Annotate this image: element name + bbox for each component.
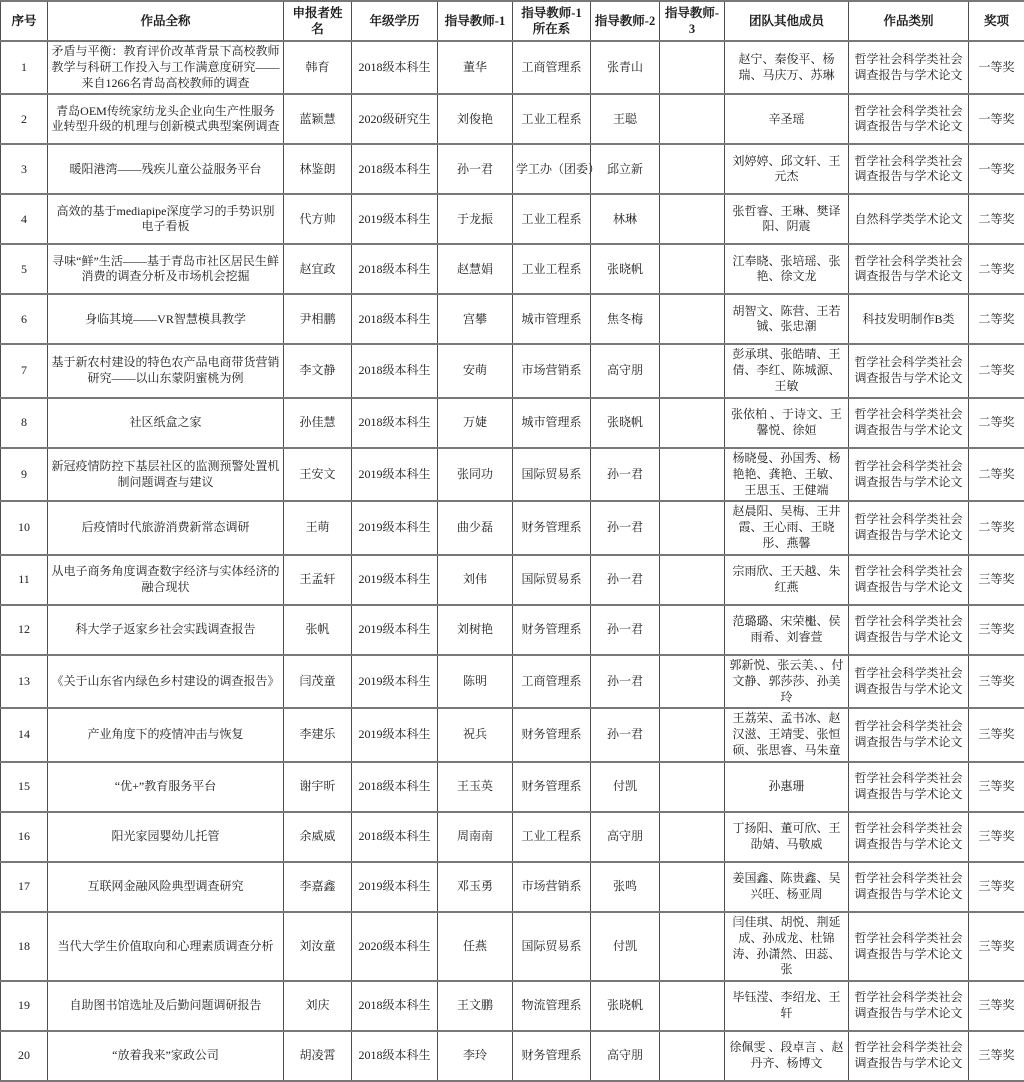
column-header-advisor1: 指导教师-1 [438,1,513,41]
row-number-cell: 8 [1,398,48,448]
work-title-cell: 从电子商务角度调查数字经济与实体经济的融合现状 [48,555,284,605]
category-cell: 哲学社会科学类社会调查报告与学术论文 [849,708,969,761]
applicant-name-cell: 刘庆 [284,981,352,1031]
advisor1-cell: 曲少磊 [438,501,513,554]
row-number-cell: 17 [1,862,48,912]
work-title-cell: 阳光家园婴幼儿托管 [48,812,284,862]
advisor2-cell: 焦冬梅 [591,294,660,344]
grade-cell: 2018级本科生 [352,344,438,397]
advisor2-cell: 付凯 [591,762,660,812]
applicant-name-cell: 蓝颖慧 [284,94,352,144]
award-cell: 二等奖 [969,244,1024,294]
advisor1-cell: 赵慧娟 [438,244,513,294]
advisor1-cell: 王文鹏 [438,981,513,1031]
applicant-name-cell: 李文静 [284,344,352,397]
advisor3-cell [660,344,725,397]
advisor1-cell: 王玉英 [438,762,513,812]
applicant-name-cell: 林鉴朗 [284,144,352,194]
column-header-advisor3: 指导教师-3 [660,1,725,41]
work-title-cell: 互联网金融风险典型调查研究 [48,862,284,912]
advisor1-dept-cell: 财务管理系 [513,501,591,554]
advisor1-dept-cell: 学工办（团委） [513,144,591,194]
applicant-name-cell: 余威威 [284,812,352,862]
grade-cell: 2019级本科生 [352,501,438,554]
column-header-no: 序号 [1,1,48,41]
row-number-cell: 13 [1,655,48,708]
table-row [1,344,1024,397]
grade-cell: 2018级本科生 [352,244,438,294]
advisor3-cell [660,812,725,862]
team-members-cell: 杨晓曼、孙国秀、杨艳艳、龚艳、王敏、王思玉、王健端 [725,448,849,501]
award-cell: 二等奖 [969,398,1024,448]
table-row [1,244,1024,294]
applicant-name-cell: 李嘉鑫 [284,862,352,912]
work-title-cell: 《关于山东省内绿色乡村建设的调查报告》 [48,655,284,708]
work-title-cell: 寻味“鲜”生活——基于青岛市社区居民生鲜消费的调查分析及市场机会挖掘 [48,244,284,294]
category-cell: 哲学社会科学类社会调查报告与学术论文 [849,41,969,94]
applicant-name-cell: 王安文 [284,448,352,501]
award-cell: 三等奖 [969,812,1024,862]
category-cell: 科技发明制作B类 [849,294,969,344]
advisor1-cell: 董华 [438,41,513,94]
advisor1-cell: 刘伟 [438,555,513,605]
row-number-cell: 5 [1,244,48,294]
advisor3-cell [660,294,725,344]
award-cell: 三等奖 [969,762,1024,812]
table-row [1,862,1024,912]
advisor1-dept-cell: 国际贸易系 [513,448,591,501]
table-row [1,94,1024,144]
team-members-cell: 彭承琪、张皓晴、王倩、李红、陈城源、王敏 [725,344,849,397]
grade-cell: 2019级本科生 [352,708,438,761]
table-row [1,194,1024,244]
grade-cell: 2018级本科生 [352,398,438,448]
row-number-cell: 6 [1,294,48,344]
advisor2-cell: 张鸣 [591,862,660,912]
row-number-cell: 2 [1,94,48,144]
grade-cell: 2018级本科生 [352,981,438,1031]
advisor1-dept-cell: 市场营销系 [513,862,591,912]
advisor1-dept-cell: 物流管理系 [513,981,591,1031]
category-cell: 哲学社会科学类社会调查报告与学术论文 [849,912,969,981]
category-cell: 哲学社会科学类社会调查报告与学术论文 [849,605,969,655]
applicant-name-cell: 闫茂童 [284,655,352,708]
table-row [1,812,1024,862]
work-title-cell: 新冠疫情防控下基层社区的监测预警处置机制问题调查与建议 [48,448,284,501]
advisor1-dept-cell: 国际贸易系 [513,912,591,981]
advisor3-cell [660,912,725,981]
table-row [1,144,1024,194]
advisor1-cell: 李玲 [438,1031,513,1081]
grade-cell: 2019级本科生 [352,555,438,605]
award-cell: 一等奖 [969,144,1024,194]
team-members-cell: 刘婷婷、邱文轩、王元杰 [725,144,849,194]
award-cell: 二等奖 [969,294,1024,344]
work-title-cell: 自助图书馆选址及后勤问题调研报告 [48,981,284,1031]
advisor3-cell [660,398,725,448]
grade-cell: 2019级本科生 [352,448,438,501]
table-row [1,1031,1024,1081]
row-number-cell: 18 [1,912,48,981]
category-cell: 哲学社会科学类社会调查报告与学术论文 [849,144,969,194]
advisor1-dept-cell: 城市管理系 [513,294,591,344]
team-members-cell: 范璐璐、宋荣櫆、侯雨希、刘睿萱 [725,605,849,655]
category-cell: 哲学社会科学类社会调查报告与学术论文 [849,448,969,501]
table-row [1,294,1024,344]
team-members-cell: 丁扬阳、董可欣、王劭婧、马敬威 [725,812,849,862]
work-title-cell: 后疫情时代旅游消费新常态调研 [48,501,284,554]
applicant-name-cell: 张帆 [284,605,352,655]
advisor1-dept-cell: 城市管理系 [513,398,591,448]
category-cell: 哲学社会科学类社会调查报告与学术论文 [849,862,969,912]
applicant-name-cell: 刘汝童 [284,912,352,981]
award-cell: 三等奖 [969,555,1024,605]
advisor3-cell [660,501,725,554]
table-row [1,501,1024,554]
advisor1-dept-cell: 工业工程系 [513,812,591,862]
award-cell: 二等奖 [969,344,1024,397]
award-cell: 三等奖 [969,1031,1024,1081]
advisor3-cell [660,448,725,501]
category-cell: 哲学社会科学类社会调查报告与学术论文 [849,762,969,812]
table-row [1,448,1024,501]
table-row [1,655,1024,708]
work-title-cell: “优+”教育服务平台 [48,762,284,812]
advisor2-cell: 高守朋 [591,1031,660,1081]
advisor1-cell: 安萌 [438,344,513,397]
award-cell: 一等奖 [969,94,1024,144]
applicant-name-cell: 代方帅 [284,194,352,244]
work-title-cell: 身临其境——VR智慧模具教学 [48,294,284,344]
row-number-cell: 4 [1,194,48,244]
advisor2-cell: 高守朋 [591,812,660,862]
advisor1-dept-cell: 工业工程系 [513,94,591,144]
advisor2-cell: 邱立新 [591,144,660,194]
work-title-cell: “放着我来”家政公司 [48,1031,284,1081]
category-cell: 哲学社会科学类社会调查报告与学术论文 [849,398,969,448]
grade-cell: 2018级本科生 [352,762,438,812]
advisor1-cell: 孙一君 [438,144,513,194]
row-number-cell: 3 [1,144,48,194]
row-number-cell: 1 [1,41,48,94]
column-header-team: 团队其他成员 [725,1,849,41]
category-cell: 哲学社会科学类社会调查报告与学术论文 [849,94,969,144]
advisor1-cell: 刘俊艳 [438,94,513,144]
applicant-name-cell: 孙佳慧 [284,398,352,448]
work-title-cell: 青岛OEM传统家纺龙头企业向生产性服务业转型升级的机理与创新模式典型案例调查 [48,94,284,144]
category-cell: 哲学社会科学类社会调查报告与学术论文 [849,655,969,708]
advisor1-cell: 于龙振 [438,194,513,244]
advisor2-cell: 孙一君 [591,555,660,605]
team-members-cell: 宗雨欣、王天越、朱红燕 [725,555,849,605]
row-number-cell: 15 [1,762,48,812]
header-row [1,1,1024,41]
grade-cell: 2018级本科生 [352,294,438,344]
advisor1-cell: 陈明 [438,655,513,708]
work-title-cell: 科大学子返家乡社会实践调查报告 [48,605,284,655]
table-header [1,1,1024,41]
work-title-cell: 矛盾与平衡：教育评价改革背景下高校教师教学与科研工作投入与工作满意度研究——来自1266名青岛高校教师的调查 [48,41,284,94]
work-title-cell: 基于新农村建设的特色农产品电商带货营销研究——以山东蒙阴蜜桃为例 [48,344,284,397]
row-number-cell: 7 [1,344,48,397]
category-cell: 哲学社会科学类社会调查报告与学术论文 [849,981,969,1031]
category-cell: 自然科学类学术论文 [849,194,969,244]
table-row [1,555,1024,605]
table-row [1,708,1024,761]
team-members-cell: 辛圣瑶 [725,94,849,144]
advisor2-cell: 付凯 [591,912,660,981]
advisor3-cell [660,244,725,294]
advisor2-cell: 张青山 [591,41,660,94]
advisor1-cell: 任燕 [438,912,513,981]
team-members-cell: 王荔荣、孟书冰、赵汉滋、王靖雯、张恒硕、张思睿、马朱童 [725,708,849,761]
applicant-name-cell: 赵宜政 [284,244,352,294]
work-title-cell: 社区纸盒之家 [48,398,284,448]
advisor3-cell [660,555,725,605]
team-members-cell: 闫佳琪、胡悦、荆延成、孙成龙、杜锦涛、孙潇然、田蕊、张 [725,912,849,981]
team-members-cell: 孙惠珊 [725,762,849,812]
advisor1-dept-cell: 财务管理系 [513,708,591,761]
advisor3-cell [660,194,725,244]
category-cell: 哲学社会科学类社会调查报告与学术论文 [849,344,969,397]
table-row [1,41,1024,94]
award-cell: 二等奖 [969,448,1024,501]
category-cell: 哲学社会科学类社会调查报告与学术论文 [849,555,969,605]
advisor2-cell: 张晓帆 [591,244,660,294]
advisor1-dept-cell: 财务管理系 [513,762,591,812]
column-header-award: 奖项 [969,1,1024,41]
advisor3-cell [660,981,725,1031]
row-number-cell: 11 [1,555,48,605]
row-number-cell: 12 [1,605,48,655]
advisor3-cell [660,605,725,655]
column-header-advisor1_dept: 指导教师-1所在系 [513,1,591,41]
grade-cell: 2018级本科生 [352,812,438,862]
advisor1-dept-cell: 工商管理系 [513,41,591,94]
award-cell: 三等奖 [969,605,1024,655]
advisor1-cell: 祝兵 [438,708,513,761]
team-members-cell: 赵宁、秦俊平、杨瑞、马庆万、苏琳 [725,41,849,94]
advisor1-dept-cell: 工业工程系 [513,194,591,244]
team-members-cell: 江奉晓、张培瑶、张艳、徐文龙 [725,244,849,294]
applicant-name-cell: 李建乐 [284,708,352,761]
table-row [1,398,1024,448]
team-members-cell: 赵晨阳、吴梅、王井霞、王心雨、王晓彤、燕馨 [725,501,849,554]
grade-cell: 2019级本科生 [352,862,438,912]
advisor1-cell: 万婕 [438,398,513,448]
row-number-cell: 19 [1,981,48,1031]
category-cell: 哲学社会科学类社会调查报告与学术论文 [849,501,969,554]
row-number-cell: 16 [1,812,48,862]
advisor2-cell: 孙一君 [591,605,660,655]
applicant-name-cell: 王萌 [284,501,352,554]
advisor1-cell: 邓玉勇 [438,862,513,912]
award-cell: 一等奖 [969,41,1024,94]
table-row [1,912,1024,981]
advisor2-cell: 孙一君 [591,501,660,554]
award-cell: 三等奖 [969,862,1024,912]
table-row [1,605,1024,655]
team-members-cell: 姜国鑫、陈贵鑫、吴兴旺、杨亚周 [725,862,849,912]
row-number-cell: 9 [1,448,48,501]
award-cell: 二等奖 [969,501,1024,554]
column-header-advisor2: 指导教师-2 [591,1,660,41]
team-members-cell: 胡智文、陈营、王若铖、张忠潮 [725,294,849,344]
work-title-cell: 高效的基于mediapipe深度学习的手势识别电子看板 [48,194,284,244]
advisor3-cell [660,762,725,812]
advisor1-cell: 刘树艳 [438,605,513,655]
grade-cell: 2019级本科生 [352,655,438,708]
grade-cell: 2020级本科生 [352,912,438,981]
column-header-category: 作品类别 [849,1,969,41]
advisor3-cell [660,862,725,912]
table-row [1,762,1024,812]
column-header-grade: 年级学历 [352,1,438,41]
advisor1-dept-cell: 工业工程系 [513,244,591,294]
team-members-cell: 郭新悦、张云美、、付文静、郭莎莎、孙美玲 [725,655,849,708]
table-body [1,41,1024,1081]
row-number-cell: 20 [1,1031,48,1081]
advisor2-cell: 张晓帆 [591,981,660,1031]
advisor1-cell: 宫攀 [438,294,513,344]
grade-cell: 2020级研究生 [352,94,438,144]
category-cell: 哲学社会科学类社会调查报告与学术论文 [849,812,969,862]
advisor2-cell: 孙一君 [591,655,660,708]
work-title-cell: 当代大学生价值取向和心理素质调查分析 [48,912,284,981]
team-members-cell: 徐佩雯 、段卓言 、赵丹齐、杨博文 [725,1031,849,1081]
advisor3-cell [660,144,725,194]
applicant-name-cell: 尹相鹏 [284,294,352,344]
advisor3-cell [660,94,725,144]
grade-cell: 2019级本科生 [352,605,438,655]
award-cell: 三等奖 [969,708,1024,761]
applicant-name-cell: 谢宇昕 [284,762,352,812]
work-title-cell: 暖阳港湾——残疾儿童公益服务平台 [48,144,284,194]
category-cell: 哲学社会科学类社会调查报告与学术论文 [849,1031,969,1081]
team-members-cell: 张依柏 、于诗文、王馨悦、徐姮 [725,398,849,448]
advisor2-cell: 张晓帆 [591,398,660,448]
award-cell: 三等奖 [969,912,1024,981]
advisor2-cell: 王聪 [591,94,660,144]
work-title-cell: 产业角度下的疫情冲击与恢复 [48,708,284,761]
award-cell: 三等奖 [969,981,1024,1031]
advisor1-cell: 周南南 [438,812,513,862]
advisor1-dept-cell: 财务管理系 [513,605,591,655]
team-members-cell: 张哲睿、王琳、樊译阳、阴震 [725,194,849,244]
award-cell: 二等奖 [969,194,1024,244]
grade-cell: 2018级本科生 [352,41,438,94]
advisor3-cell [660,41,725,94]
advisor3-cell [660,655,725,708]
applicant-name-cell: 胡凌霄 [284,1031,352,1081]
advisor3-cell [660,1031,725,1081]
advisor2-cell: 孙一君 [591,708,660,761]
award-cell: 三等奖 [969,655,1024,708]
advisor2-cell: 高守朋 [591,344,660,397]
category-cell: 哲学社会科学类社会调查报告与学术论文 [849,244,969,294]
applicant-name-cell: 韩育 [284,41,352,94]
advisor2-cell: 孙一君 [591,448,660,501]
row-number-cell: 10 [1,501,48,554]
team-members-cell: 毕钰滢、李绍龙、王轩 [725,981,849,1031]
grade-cell: 2018级本科生 [352,144,438,194]
advisor1-dept-cell: 工商管理系 [513,655,591,708]
advisor2-cell: 林琳 [591,194,660,244]
column-header-applicant: 申报者姓名 [284,1,352,41]
advisor1-dept-cell: 财务管理系 [513,1031,591,1081]
grade-cell: 2018级本科生 [352,1031,438,1081]
grade-cell: 2019级本科生 [352,194,438,244]
advisor1-dept-cell: 国际贸易系 [513,555,591,605]
advisor3-cell [660,708,725,761]
advisor1-dept-cell: 市场营销系 [513,344,591,397]
advisor1-cell: 张同功 [438,448,513,501]
row-number-cell: 14 [1,708,48,761]
table-row [1,981,1024,1031]
applicant-name-cell: 王孟轩 [284,555,352,605]
column-header-title: 作品全称 [48,1,284,41]
